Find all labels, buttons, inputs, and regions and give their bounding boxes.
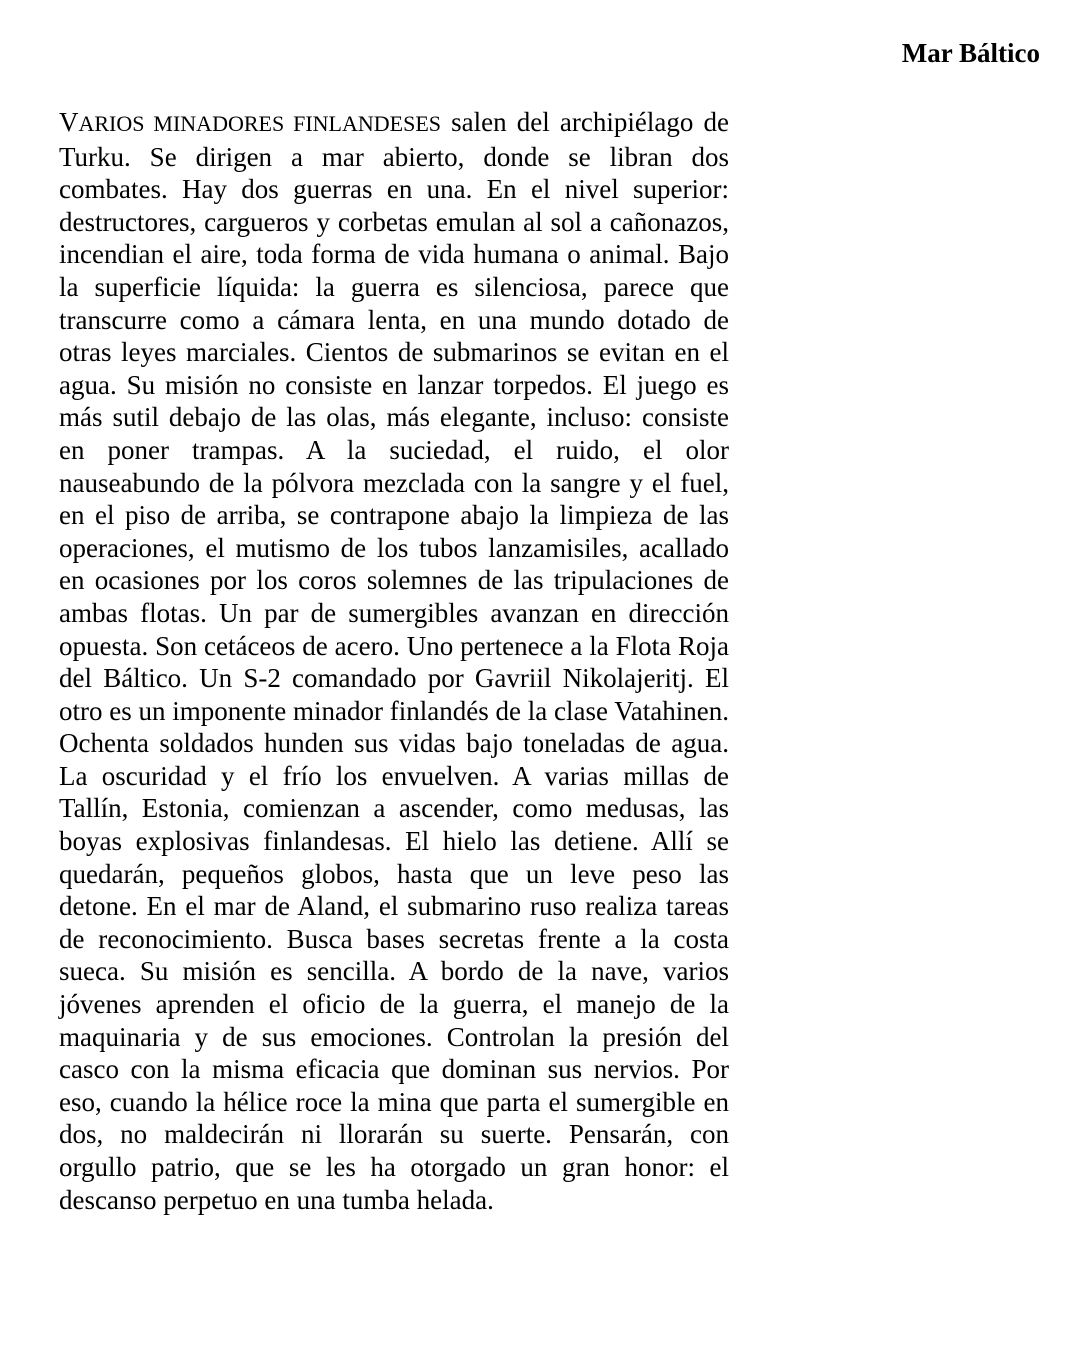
lead-initial: V: [59, 107, 79, 137]
lead-small-caps: [59, 107, 441, 137]
article-paragraph: [59, 106, 729, 1216]
page-title: Mar Báltico: [901, 38, 1040, 68]
lead-rest: ARIOS MINADORES FINLANDESES: [78, 111, 441, 136]
article-body: salen del archipiélago de Turku. Se dirigen a mar abierto, donde se libran dos combates. Hay dos guerras en una. En el nivel superior: destructores, cargueros y corbetas emulan al sol a cañonazos, incendian el aire, toda forma de vida humana o animal. Bajo la superficie líquida: la guerra es silenciosa, parece que transcurre como a cámara lenta, en una mundo dotado de otras leyes marciales. Cientos de submarinos se evitan en el agua. Su misión no consiste en lanzar torpedos. El juego es más sutil debajo de las olas, más elegante, incluso: consiste en poner trampas. A la suciedad, el ruido, el olor nauseabundo de la pólvora mezclada con la sangre y el fuel, en el piso de arriba, se contrapone abajo la limpieza de las operaciones, el mutismo de los tubos lanzamisiles, acallado en ocasiones por los coros solemnes de las tripulaciones de ambas flotas. Un par de sumergibles avanzan en dirección opuesta. Son cetáceos de acero. Uno pertenece a la Flota Roja del Báltico. Un S-2 comandado por Gavriil Nikolajeritj. El otro es un imponente minador finlandés de la clase Vatahinen. Ochenta soldados hunden sus vidas bajo toneladas de agua. La oscuridad y el frío los envuelven. A varias millas de Tallín, Estonia, comienzan a ascender, como medusas, las boyas explosivas finlandesas. El hielo las detiene. Allí se quedarán, pequeños globos, hasta que un leve peso las detone. En el mar de Aland, el submarino ruso realiza tareas de reconocimiento. Busca bases secretas frente a la costa sueca. Su misión es sencilla. A bordo de la nave, varios jóvenes aprenden el oficio de la guerra, el manejo de la maquinaria y de sus emociones. Controlan la presión del casco con la misma eficacia que dominan sus nervios. Por eso, cuando la hélice roce la mina que parta el sumergible en dos, no maldecirán ni llorarán su suerte. Pensarán, con orgullo patrio, que se les ha otorgado un gran honor: el descanso perpetuo en una tumba helada.: [59, 107, 729, 1215]
